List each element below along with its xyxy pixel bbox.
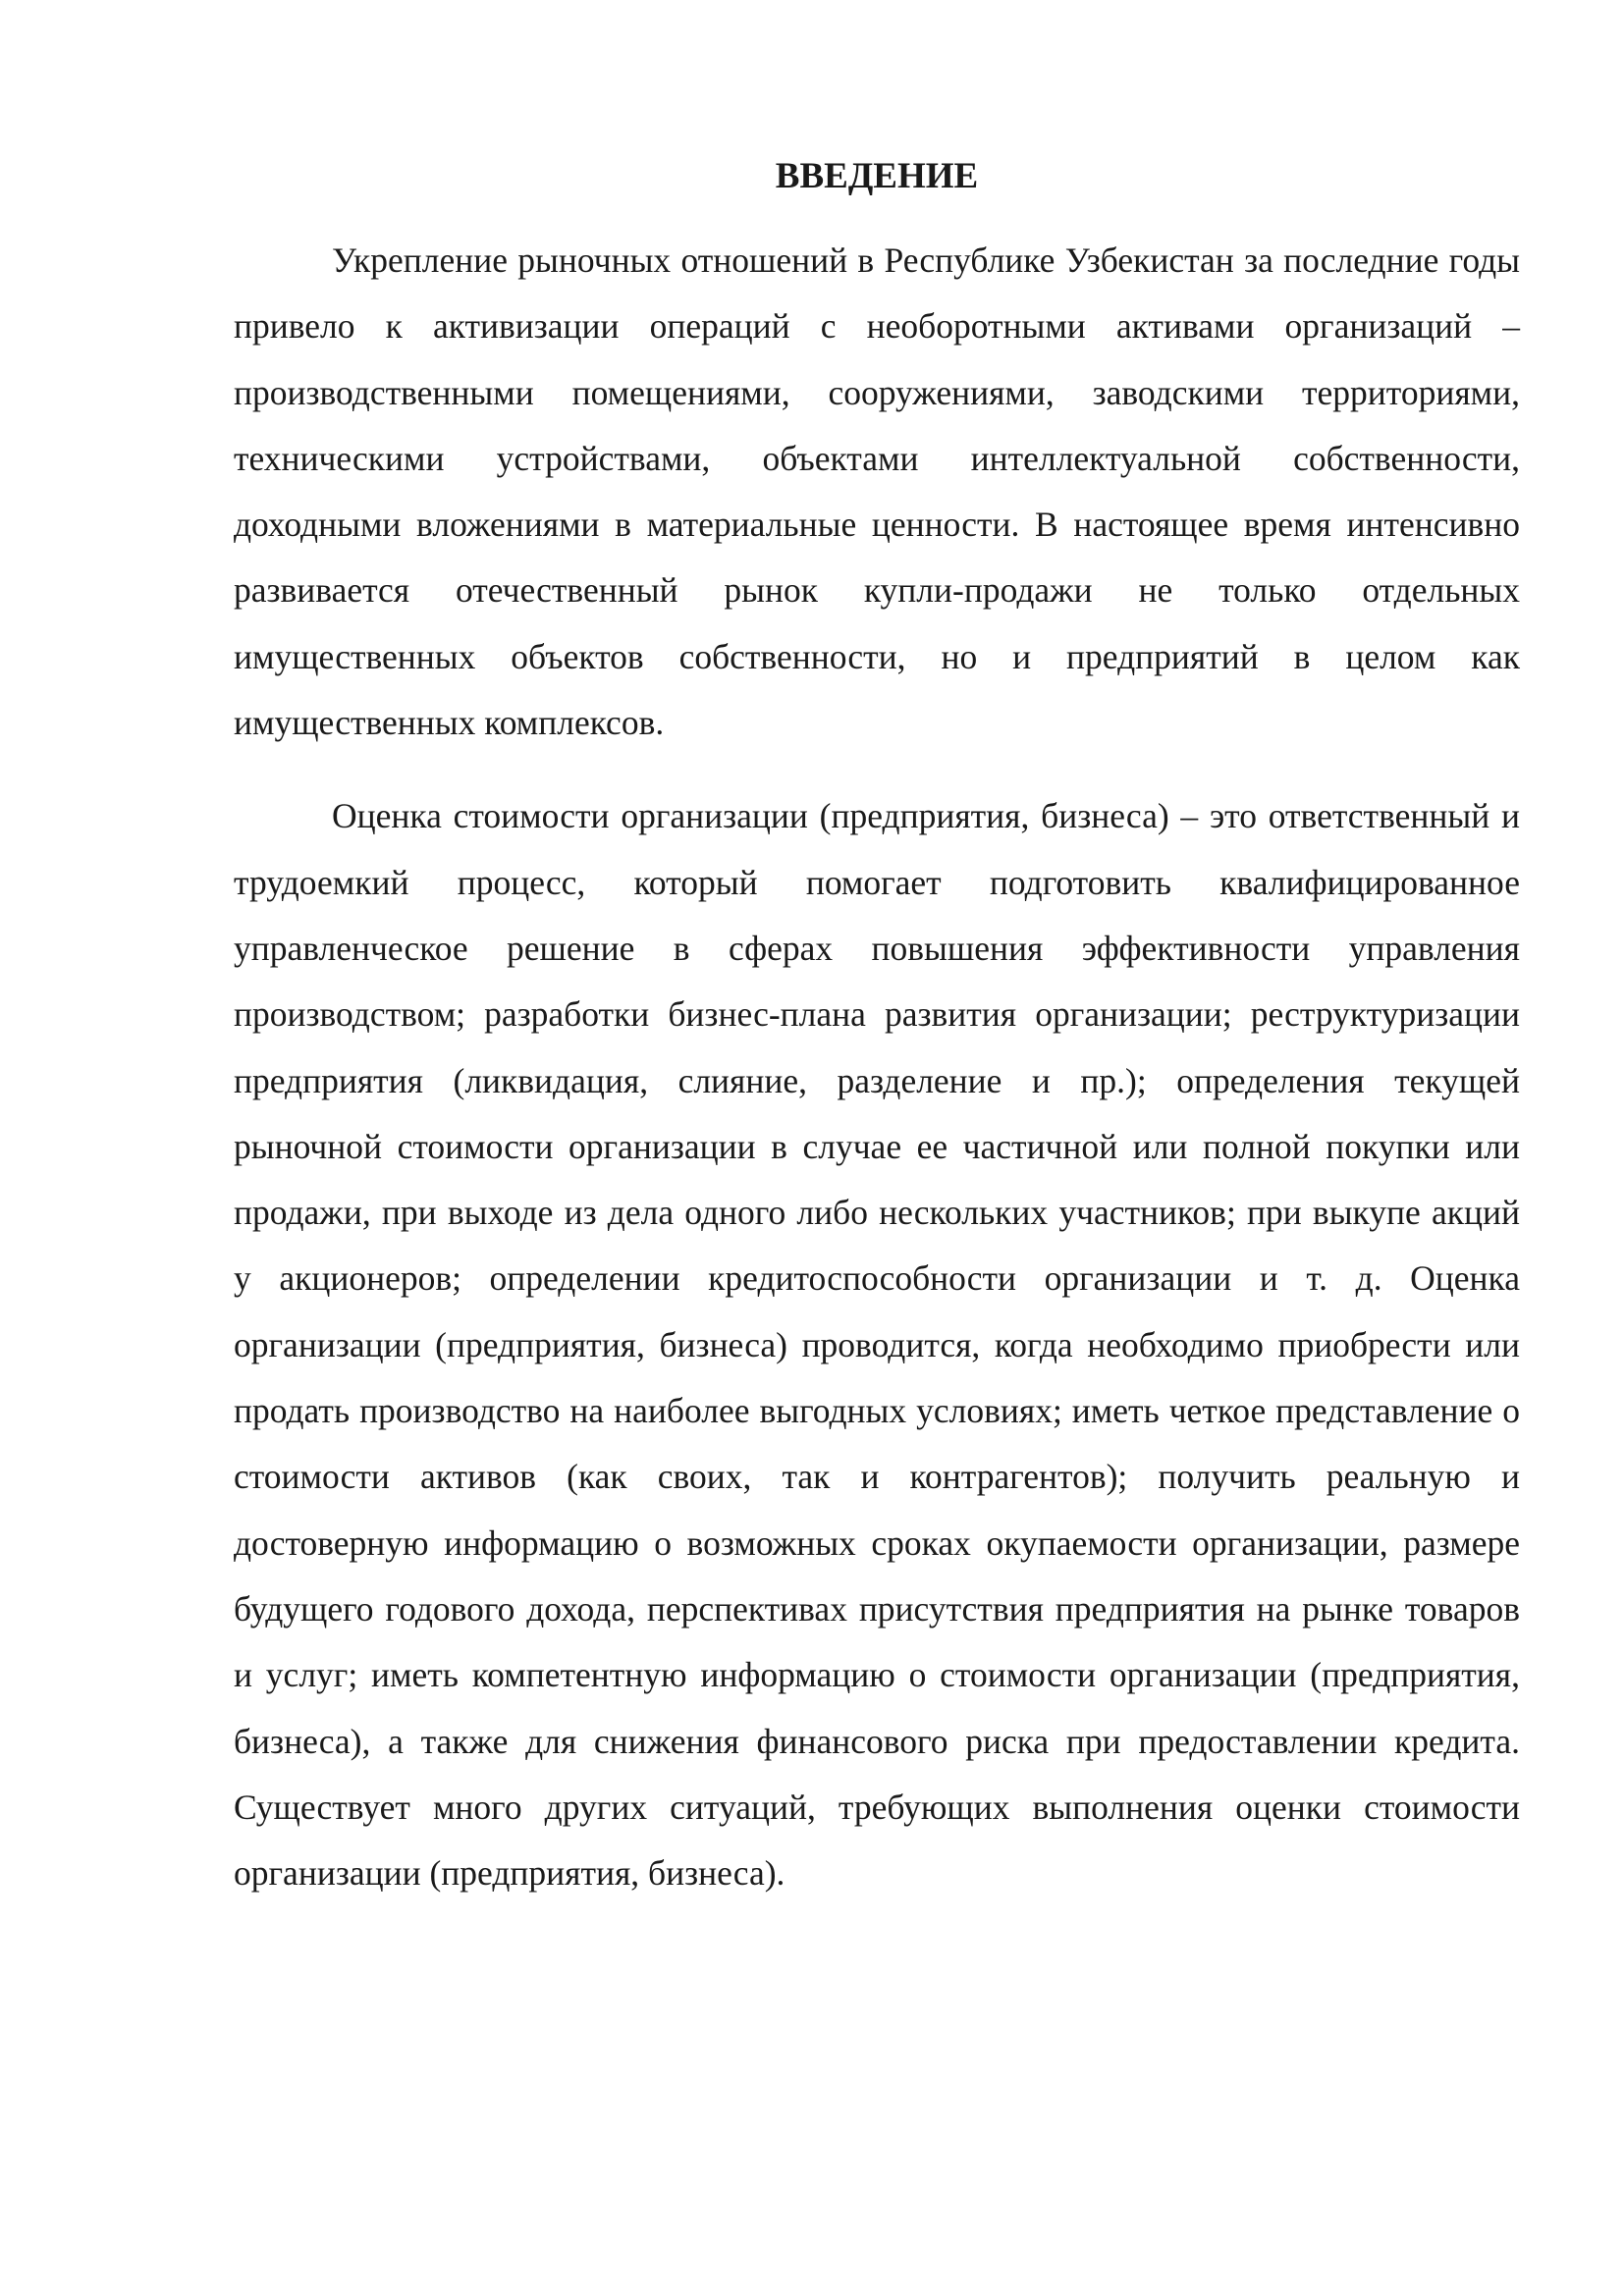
paragraph-intro: Укрепление рыночных отношений в Республике Узбекистан за последние годы привело к активизации операций с необоротными активами организаций – производственными помещениями, сооружениями, заводскими территориями, техническими устройствами, объектами интеллектуальной собственности, доходными вложениями в материальные ценности. В настоящее время интенсивно развивается отечественный рынок купли-продажи не только отдельных имущественных объектов собственности, но и предприятий в целом как имущественных комплексов. <box>234 240 1520 743</box>
document-page <box>234 147 1520 1906</box>
paragraph-valuation: Оценка стоимости организации (предприятия, бизнеса) – это ответственный и трудоемкий процесс, который помогает подготовить квалифицированное управленческое решение в сферах повышения эффективности управления производством; разработки бизнес-плана развития организации; реструктуризации предприятия (ликвидация, слияние, разделение и пр.); определения текущей рыночной стоимости организации в случае ее частичной или полной покупки или продажи, при выходе из дела одного либо нескольких участников; при выкупе акций у акционеров; определении кредитоспособности организации и т. д. Оценка организации (предприятия, бизнеса) проводится, когда необходимо приобрести или продать производство на наиболее выгодных условиях; иметь четкое представление о стоимости активов (как своих, так и контрагентов); получить реальную и достоверную информацию о возможных сроках окупаемости организации, размере будущего годового дохода, перспективах присутствия предприятия на рынке товаров и услуг; иметь компетентную информацию о стоимости организации (предприятия, бизнеса), а также для снижения финансового риска при предоставлении кредита. Существует много других ситуаций, требующих выполнения оценки стоимости организации (предприятия, бизнеса). <box>234 796 1520 1894</box>
page-title: ВВЕДЕНИЕ <box>775 156 979 196</box>
